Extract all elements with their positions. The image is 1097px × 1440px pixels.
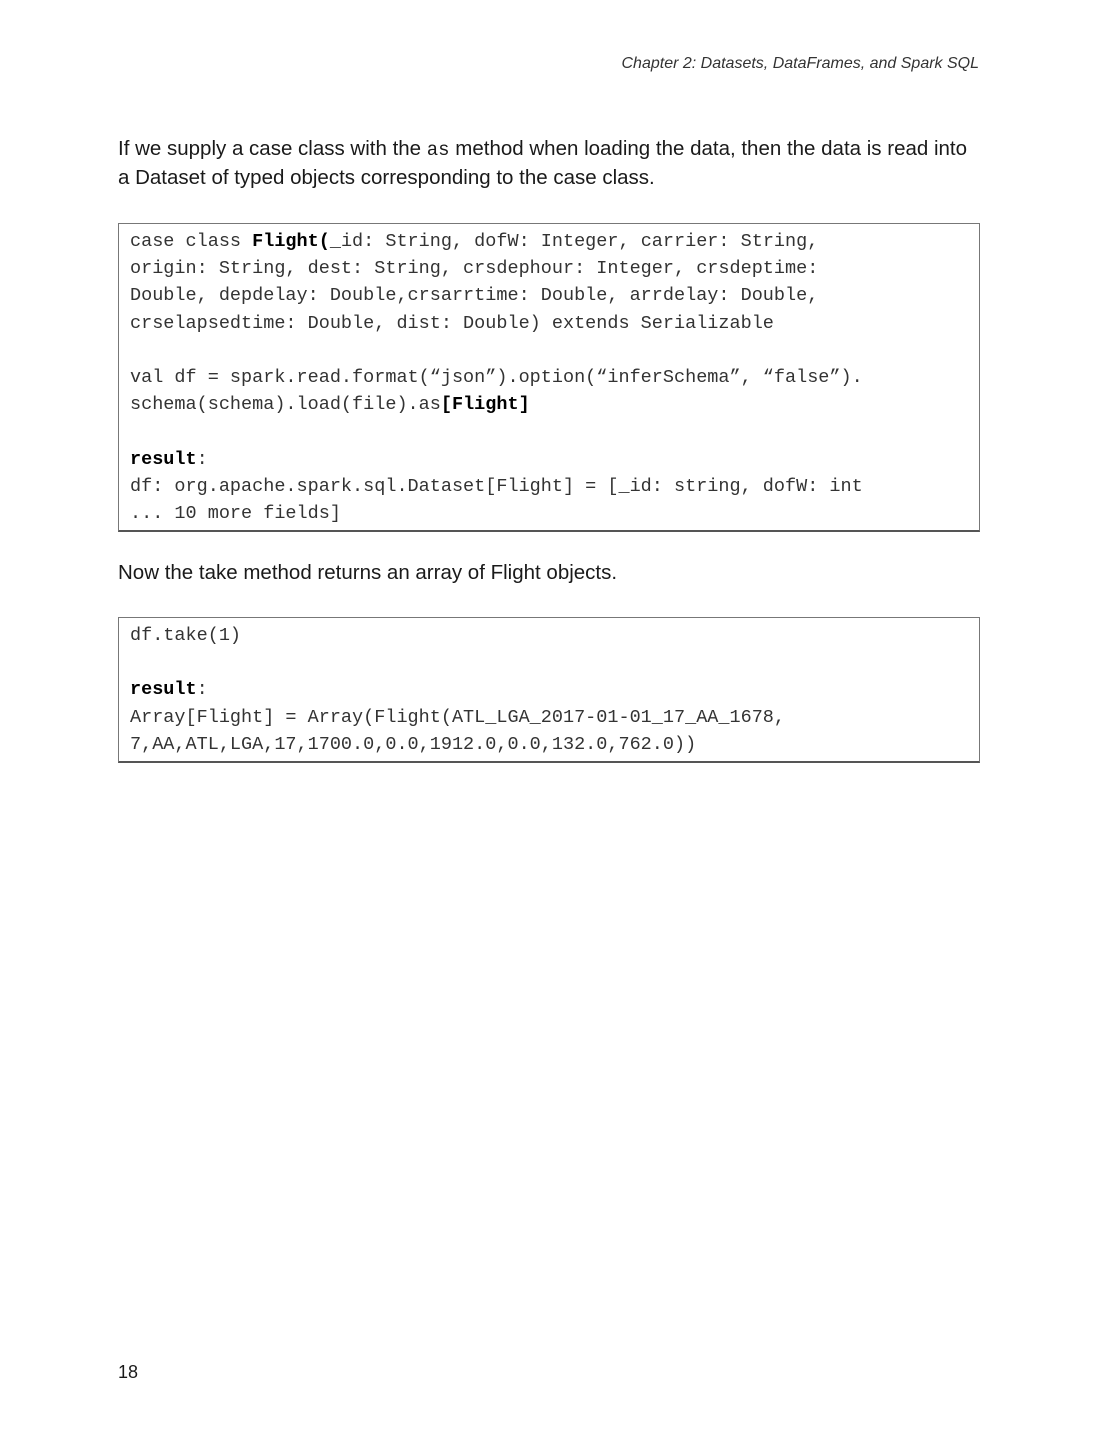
code-line: ... 10 more fields] (130, 502, 341, 524)
code-blank-line (130, 337, 968, 364)
intro-text-after: method when loading the data, then the data is read into a Dataset of typed objects corresponding to the case class. (118, 137, 968, 189)
code-line (130, 228, 968, 255)
code-block-take (118, 617, 980, 763)
chapter-header: Chapter 2: Datasets, DataFrames, and Spark SQL (621, 55, 979, 72)
intro-paragraph (118, 135, 980, 192)
result-label: result (130, 679, 197, 701)
code-result-label (130, 446, 968, 473)
code-line: Double, depdelay: Double,crsarrtime: Double, arrdelay: Double, (130, 285, 819, 307)
code-line: Array[Flight] = Array(Flight(ATL_LGA_2017-01-01_17_AA_1678, (130, 706, 786, 728)
code-keyword-flight-type: [Flight] (440, 394, 530, 416)
intro-text-before: If we supply a case class with the (118, 137, 427, 160)
inline-code-as: as (426, 139, 450, 161)
code-blank-line (130, 649, 968, 676)
code-keyword-flight: Flight( (252, 231, 330, 252)
code-text: schema(schema).load(file).as (130, 394, 441, 416)
page-number: 18 (118, 1362, 139, 1382)
code-line: crselapsedtime: Double, dist: Double) extends Serializable (130, 312, 774, 334)
result-colon: : (196, 679, 208, 701)
code-result-label (130, 676, 968, 703)
code-line: origin: String, dest: String, crsdephour: Integer, crsdeptime: (130, 258, 819, 280)
result-label: result (130, 448, 197, 470)
code-text: _id: String, dofW: Integer, carrier: String, (329, 231, 819, 252)
code-line: val df = spark.read.format(“json”).option(“inferSchema”, “false”). (130, 366, 863, 388)
result-colon: : (196, 448, 208, 470)
code-block-case-class (118, 223, 980, 532)
code-line: 7,AA,ATL,LGA,17,1700.0,0.0,1912.0,0.0,132.0,762.0)) (130, 733, 697, 755)
code-line: df.take(1) (130, 625, 242, 646)
take-paragraph: Now the take method returns an array of Flight objects. (118, 561, 618, 584)
code-blank-line (130, 418, 968, 445)
code-line: df: org.apache.spark.sql.Dataset[Flight] = [_id: string, dofW: int (130, 475, 863, 497)
code-line (130, 391, 968, 418)
code-text: case class (130, 231, 253, 252)
